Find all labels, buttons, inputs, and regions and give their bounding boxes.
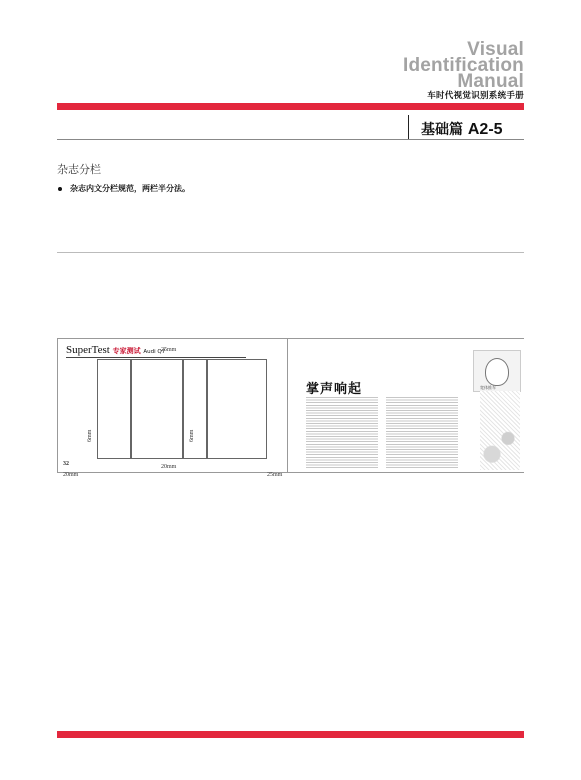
header-rule (57, 139, 524, 140)
folio: 32 (63, 461, 69, 467)
section-divider (408, 115, 409, 140)
column-2 (131, 359, 183, 459)
brand-title-line-3: Manual (457, 71, 524, 92)
supertest-logo (66, 344, 165, 356)
text-column-1 (306, 397, 378, 468)
logo-red-text: 专家测试 (112, 347, 141, 355)
left-page-diagram (58, 339, 287, 478)
logo-sub-text: Audi Q7 (143, 349, 166, 355)
brand-title-line-2: Identification (402, 55, 524, 76)
column-3 (183, 359, 207, 459)
article-headline: 掌声响起 (306, 382, 363, 397)
brand-title-en (402, 39, 524, 92)
content-rule (57, 252, 524, 253)
brand-title-cn: 车时代视觉识别系统手册 (427, 91, 524, 101)
dim-gutter-1: 6mm (87, 429, 93, 442)
column-4 (207, 359, 267, 459)
right-page-sample (287, 339, 524, 472)
magazine-spread (57, 338, 524, 478)
dim-bottom-label: 20mm (161, 464, 177, 470)
bottom-accent-bar (57, 731, 524, 738)
dim-right-label: 25mm (267, 472, 283, 478)
section-label: 基础篇 (421, 122, 463, 138)
bullet-text: 杂志内文分栏规范，两栏半分法。 (70, 184, 190, 193)
column-1 (97, 359, 131, 459)
section-code: A2-5 (467, 121, 503, 138)
dim-left-label: 20mm (63, 472, 79, 478)
bullet-icon (58, 187, 62, 191)
logo-text: SuperTest (66, 344, 110, 356)
sidebar-label: 宽体推车 (480, 385, 496, 390)
text-column-2 (386, 397, 458, 468)
page-title: 杂志分栏 (57, 163, 101, 176)
bullet-item (57, 183, 190, 194)
top-accent-bar (57, 103, 524, 110)
dim-gutter-2: 6mm (189, 429, 195, 442)
sidebar-illustration (480, 391, 520, 470)
dim-top-label: 25mm (161, 347, 177, 353)
brand-title-line-1: Visual (467, 39, 524, 60)
portrait-icon (485, 358, 509, 386)
masthead-rule (66, 357, 246, 358)
section-heading (421, 119, 503, 139)
